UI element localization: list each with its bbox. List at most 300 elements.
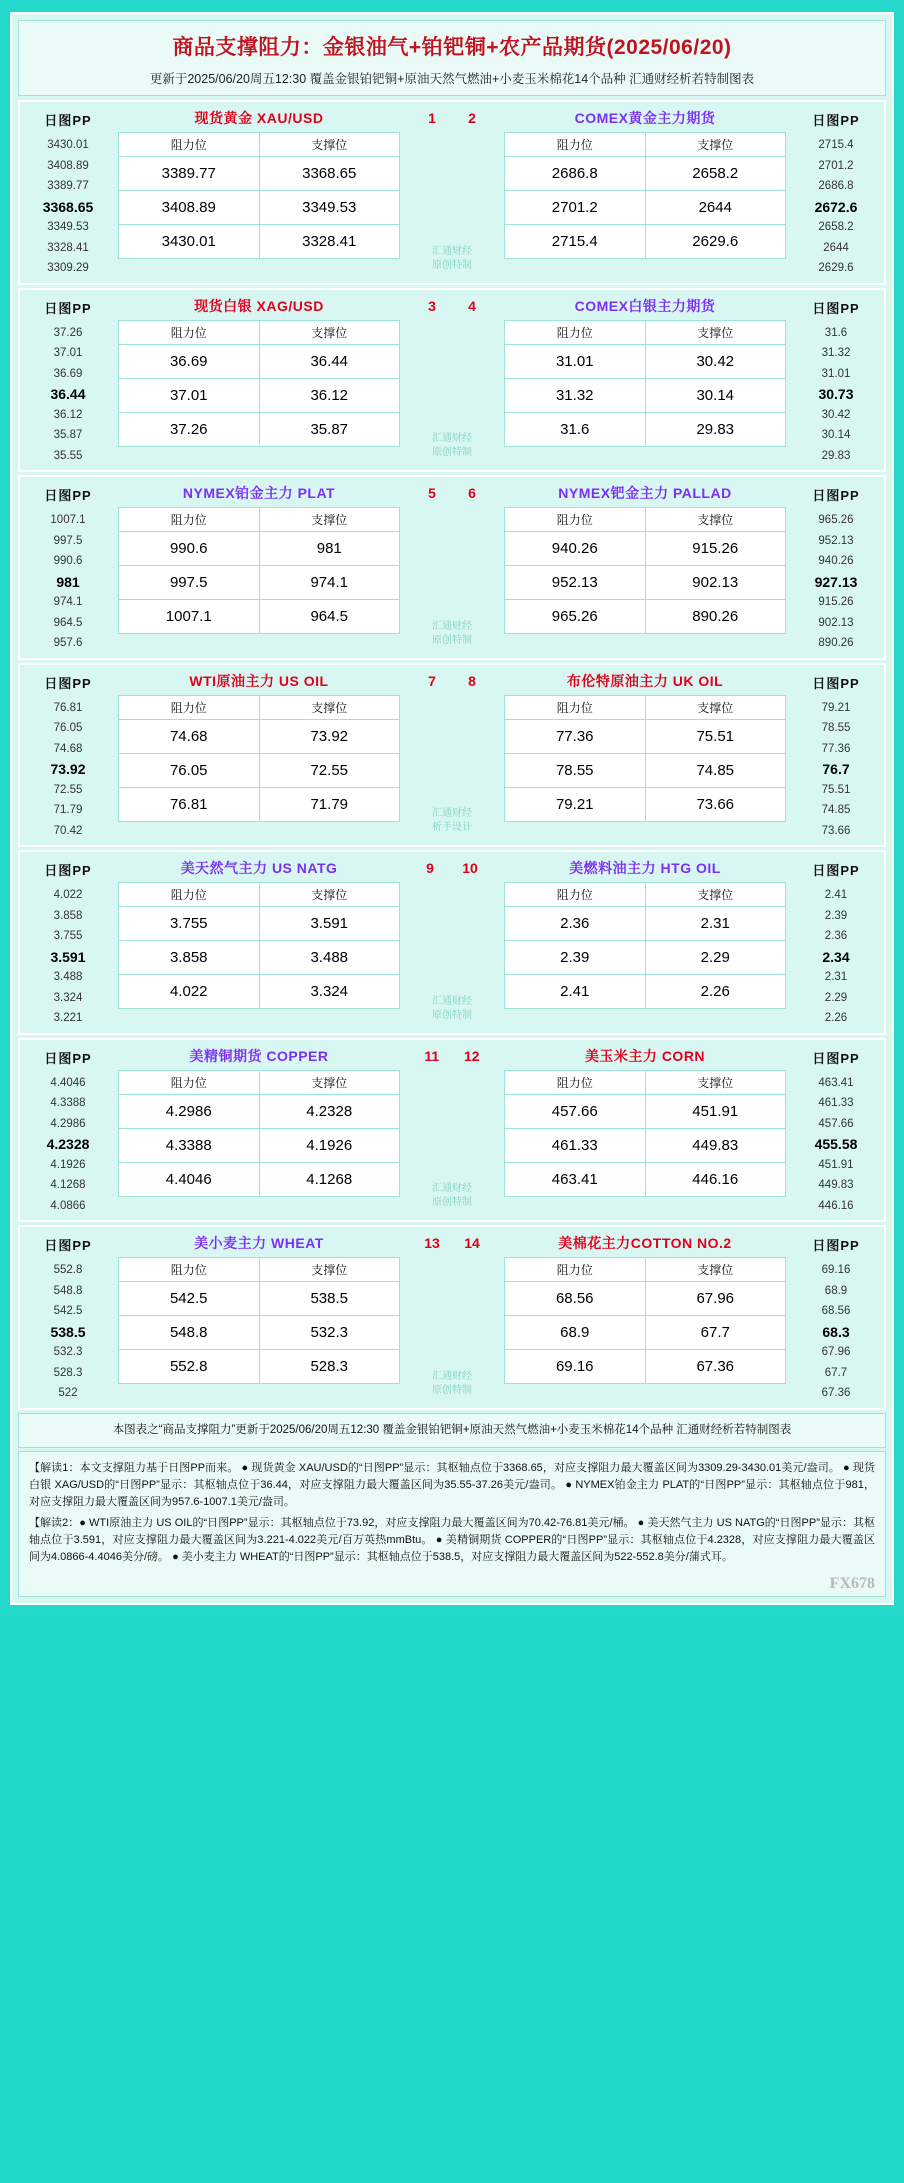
resistance-value: 3.858	[119, 941, 260, 975]
page-subtitle: 更新于2025/06/20周五12:30 覆盖金银铂钯铜+原油天然气燃油+小麦玉米棉花14个品种 汇通财经析若特制图表	[149, 72, 755, 86]
levels-table	[118, 882, 400, 1009]
support-value: 3349.53	[259, 191, 400, 225]
resistance-value: 463.41	[505, 1162, 646, 1196]
index-number: 14	[464, 1235, 480, 1251]
instrument-title: 美小麦主力 WHEAT	[194, 1235, 324, 1251]
level-value: 965.26	[818, 514, 854, 526]
level-value: 73.66	[821, 824, 851, 837]
pivot-value: 36.44	[50, 386, 86, 402]
resistance-value: 31.32	[505, 378, 646, 412]
col-resistance-header: 阻力位	[505, 320, 646, 344]
level-value: 2.31	[824, 971, 848, 983]
watermark-text	[402, 245, 502, 273]
support-value: 74.85	[645, 753, 786, 787]
resistance-value: 76.05	[119, 753, 260, 787]
level-value: 2.41	[824, 889, 848, 901]
instrument-block	[18, 1225, 886, 1410]
support-value: 3.324	[259, 975, 400, 1009]
left-pivot-column	[20, 290, 116, 471]
support-value: 35.87	[259, 412, 400, 446]
level-value: 74.68	[53, 742, 83, 755]
table-row	[505, 1350, 786, 1384]
table-row	[505, 157, 786, 191]
support-value: 29.83	[645, 412, 786, 446]
support-value: 528.3	[259, 1350, 400, 1384]
pivot-value: 30.73	[818, 386, 854, 402]
support-value: 30.14	[645, 378, 786, 412]
level-value: 964.5	[53, 616, 83, 629]
levels-table	[118, 320, 400, 447]
index-numbers	[402, 483, 502, 503]
support-value: 451.91	[645, 1094, 786, 1128]
pivot-header: 日图PP	[44, 1050, 92, 1066]
support-value: 2.31	[645, 907, 786, 941]
support-value: 2629.6	[645, 225, 786, 259]
level-value: 75.51	[821, 783, 851, 796]
table-row	[119, 191, 400, 225]
table-row	[119, 566, 400, 600]
watermark-line-1: 汇通财经	[432, 1370, 472, 1382]
level-value: 3.324	[53, 991, 83, 1004]
resistance-value: 4.022	[119, 975, 260, 1009]
index-number: 10	[462, 860, 478, 876]
pivot-header: 日图PP	[812, 675, 860, 691]
col-resistance-header: 阻力位	[505, 883, 646, 907]
table-row	[119, 787, 400, 821]
pivot-value: 2.34	[822, 948, 850, 965]
level-value: 528.3	[53, 1366, 83, 1379]
resistance-value: 552.8	[119, 1350, 260, 1384]
pivot-header: 日图PP	[812, 1050, 860, 1066]
resistance-value: 3408.89	[119, 191, 260, 225]
level-value: 2629.6	[818, 262, 854, 274]
pivot-header: 日图PP	[44, 113, 92, 128]
right-pivot-column	[788, 102, 884, 283]
support-value: 75.51	[645, 719, 786, 753]
footer-note: 本图表之“商品支撑阻力”更新于2025/06/20周五12:30 覆盖金银铂钯铜+原油天然气燃油+小麦玉米棉花14个品种 汇通财经析若特制图表	[18, 1413, 886, 1448]
table-row	[119, 1316, 400, 1350]
resistance-value: 940.26	[505, 532, 646, 566]
watermark-line-1: 汇通财经	[432, 995, 472, 1007]
level-value: 4.1268	[50, 1179, 86, 1191]
instrument-title: NYMEX铂金主力 PLAT	[182, 485, 336, 501]
watermark-text	[402, 807, 502, 835]
resistance-value: 457.66	[505, 1094, 646, 1128]
right-pivot-column	[788, 1040, 884, 1221]
support-value: 3.591	[259, 907, 400, 941]
right-instrument-panel	[502, 477, 788, 658]
level-value: 4.022	[53, 889, 83, 901]
instrument-block	[18, 663, 886, 848]
table-header-row	[119, 1070, 400, 1094]
level-value: 2686.8	[818, 180, 854, 192]
table-header-row	[119, 133, 400, 157]
block-index-column	[402, 477, 502, 658]
table-row	[119, 975, 400, 1009]
resistance-value: 37.01	[119, 378, 260, 412]
col-resistance-header: 阻力位	[119, 133, 260, 157]
watermark-line-1: 汇通财经	[432, 620, 472, 632]
level-value: 522	[58, 1387, 78, 1399]
watermark-line-2: 原创特制	[432, 1197, 472, 1208]
level-value: 30.42	[821, 408, 851, 421]
level-value: 67.36	[821, 1387, 851, 1399]
pivot-header: 日图PP	[44, 1238, 92, 1253]
index-numbers	[402, 296, 502, 316]
level-value: 76.81	[53, 701, 83, 714]
resistance-value: 3.755	[119, 907, 260, 941]
level-value: 3.488	[53, 971, 83, 983]
level-value: 72.55	[53, 783, 83, 796]
level-value: 461.33	[818, 1097, 854, 1109]
table-row	[119, 412, 400, 446]
instrument-title: 美玉米主力 CORN	[584, 1047, 706, 1064]
index-number: 7	[428, 672, 436, 689]
level-value: 2658.2	[818, 221, 854, 233]
support-value: 2658.2	[645, 157, 786, 191]
support-value: 73.66	[645, 787, 786, 821]
index-number: 2	[468, 110, 476, 126]
index-numbers	[402, 108, 502, 128]
table-row	[119, 1094, 400, 1128]
col-support-header: 支撑位	[645, 1258, 786, 1282]
level-value: 552.8	[53, 1264, 83, 1276]
level-value: 3430.01	[47, 139, 89, 151]
title-box	[18, 20, 886, 96]
right-instrument-panel	[502, 1227, 788, 1408]
right-pivot-column	[788, 477, 884, 658]
pivot-header: 日图PP	[812, 300, 860, 316]
table-row	[119, 157, 400, 191]
pivot-header: 日图PP	[44, 488, 92, 503]
watermark-line-2: 原创特制	[432, 634, 472, 646]
watermark-text	[402, 620, 502, 648]
level-value: 3408.89	[47, 159, 89, 172]
watermark-line-1: 汇通财经	[432, 1183, 472, 1194]
level-value: 532.3	[53, 1346, 83, 1358]
left-instrument-panel	[116, 290, 402, 471]
col-support-header: 支撑位	[645, 695, 786, 719]
support-value: 538.5	[259, 1282, 400, 1316]
support-value: 964.5	[259, 600, 400, 634]
resistance-value: 952.13	[505, 566, 646, 600]
level-value: 548.8	[53, 1284, 83, 1297]
col-support-header: 支撑位	[259, 695, 400, 719]
level-value: 67.7	[824, 1366, 848, 1379]
level-value: 890.26	[818, 637, 854, 649]
level-value: 69.16	[821, 1264, 851, 1276]
table-header-row	[119, 320, 400, 344]
table-row	[505, 753, 786, 787]
levels-table	[504, 132, 786, 259]
level-value: 449.83	[818, 1179, 854, 1191]
watermark-line-2: 原创特制	[432, 259, 472, 271]
instrument-title: NYMEX钯金主力 PALLAD	[558, 485, 732, 501]
col-support-header: 支撑位	[259, 883, 400, 907]
levels-table	[118, 132, 400, 259]
index-number: 9	[426, 860, 434, 876]
table-row	[119, 532, 400, 566]
level-value: 990.6	[53, 555, 83, 567]
level-value: 35.55	[53, 449, 83, 462]
index-number: 13	[424, 1235, 440, 1251]
level-value: 77.36	[821, 742, 851, 755]
support-value: 890.26	[645, 600, 786, 634]
instrument-title: COMEX白银主力期货	[574, 297, 716, 314]
level-value: 4.3388	[50, 1097, 86, 1109]
resistance-value: 79.21	[505, 787, 646, 821]
right-instrument-panel	[502, 852, 788, 1033]
resistance-value: 4.4046	[119, 1162, 260, 1196]
level-value: 4.2986	[50, 1117, 86, 1130]
level-value: 2644	[823, 241, 849, 254]
table-row	[505, 907, 786, 941]
level-value: 4.4046	[50, 1076, 86, 1089]
instrument-blocks	[18, 100, 886, 1410]
pivot-value: 73.92	[50, 761, 86, 777]
resistance-value: 542.5	[119, 1282, 260, 1316]
col-support-header: 支撑位	[645, 320, 786, 344]
levels-table	[504, 882, 786, 1009]
level-value: 3328.41	[47, 241, 89, 254]
index-number: 8	[468, 672, 476, 689]
levels-table	[118, 695, 400, 822]
watermark-line-1: 汇通财经	[432, 808, 472, 819]
support-value: 2.26	[645, 975, 786, 1009]
watermark-text	[402, 1370, 502, 1398]
resistance-value: 2715.4	[505, 225, 646, 259]
left-instrument-panel	[116, 665, 402, 846]
resistance-value: 3430.01	[119, 225, 260, 259]
instrument-title: 美精铜期货 COPPER	[189, 1047, 329, 1064]
pivot-value: 76.7	[822, 761, 850, 777]
index-numbers	[402, 1046, 502, 1066]
right-pivot-column	[788, 1227, 884, 1408]
resistance-value: 31.6	[505, 412, 646, 446]
level-value: 76.05	[53, 722, 83, 734]
left-pivot-column	[20, 1040, 116, 1221]
table-row	[505, 1316, 786, 1350]
level-value: 952.13	[818, 534, 854, 547]
support-value: 3328.41	[259, 225, 400, 259]
support-value: 67.96	[645, 1282, 786, 1316]
watermark-line-2: 原创特制	[432, 447, 472, 458]
pivot-header: 日图PP	[812, 113, 860, 128]
table-row	[505, 1162, 786, 1196]
level-value: 71.79	[53, 804, 83, 816]
level-value: 68.9	[824, 1284, 848, 1297]
level-value: 2.29	[824, 991, 848, 1004]
instrument-block	[18, 850, 886, 1035]
instrument-block	[18, 100, 886, 285]
block-index-column	[402, 665, 502, 846]
support-value: 36.44	[259, 344, 400, 378]
support-value: 981	[259, 532, 400, 566]
level-value: 2.26	[824, 1012, 848, 1024]
watermark-line-1: 汇通财经	[432, 433, 472, 444]
table-row	[505, 532, 786, 566]
levels-table	[504, 507, 786, 634]
table-row	[505, 1094, 786, 1128]
table-row	[119, 941, 400, 975]
block-index-column	[402, 290, 502, 471]
instrument-block	[18, 475, 886, 660]
levels-table	[504, 320, 786, 447]
watermark-line-1: 汇通财经	[432, 245, 472, 257]
left-pivot-column	[20, 1227, 116, 1408]
page-title: 商品支撑阻力：金银油气+铂钯铜+农产品期货(2025/06/20)	[172, 36, 732, 59]
right-pivot-column	[788, 290, 884, 471]
right-instrument-panel	[502, 1040, 788, 1221]
support-value: 449.83	[645, 1128, 786, 1162]
table-header-row	[505, 508, 786, 532]
pivot-value: 3.591	[50, 948, 86, 965]
pivot-header: 日图PP	[44, 863, 92, 878]
note-paragraph-2: 【解读2：● WTI原油主力 US OIL的“日图PP”显示：其枢轴点位于73.92，对应支撑阻力最大覆盖区间为70.42-76.81美元/桶。 ● 美天然气主力 US NATG的“日图PP”显示：其枢轴点位于3.591，对应支撑阻力最大覆盖区间为3.221-4.022美元/百万英热mmBtu。 ● 美精铜期货 COPPER的“日图PP”显示：其枢轴点位于4.2328，对应支撑阻力最大覆盖区间为4.0866-4.4046美分/磅。 ● 美小麦主力 WHEAT的“日图PP”显示：其枢轴点位于538.5，对应支撑阻力最大覆盖区间为522-552.8美分/蒲式耳。	[29, 1516, 875, 1563]
pivot-value: 4.2328	[46, 1136, 90, 1152]
left-instrument-panel	[116, 1040, 402, 1221]
table-row	[505, 1128, 786, 1162]
level-value: 70.42	[53, 824, 83, 837]
level-value: 940.26	[818, 555, 854, 567]
table-row	[119, 1162, 400, 1196]
level-value: 31.01	[821, 367, 851, 380]
left-pivot-column	[20, 477, 116, 658]
pivot-header: 日图PP	[812, 1238, 860, 1253]
resistance-value: 68.9	[505, 1316, 646, 1350]
col-resistance-header: 阻力位	[505, 1258, 646, 1282]
col-support-header: 支撑位	[259, 508, 400, 532]
support-value: 4.1268	[259, 1162, 400, 1196]
level-value: 915.26	[818, 596, 854, 608]
pivot-value: 68.3	[822, 1323, 850, 1340]
resistance-value: 2.36	[505, 907, 646, 941]
right-instrument-panel	[502, 290, 788, 471]
level-value: 3309.29	[47, 262, 89, 274]
left-pivot-column	[20, 665, 116, 846]
table-row	[505, 225, 786, 259]
resistance-value: 2686.8	[505, 157, 646, 191]
col-support-header: 支撑位	[259, 320, 400, 344]
table-header-row	[119, 1258, 400, 1282]
levels-table	[504, 695, 786, 822]
right-instrument-panel	[502, 102, 788, 283]
table-row	[119, 907, 400, 941]
table-row	[119, 719, 400, 753]
support-value: 446.16	[645, 1162, 786, 1196]
level-value: 3.221	[53, 1012, 83, 1024]
level-value: 4.1926	[50, 1158, 86, 1171]
resistance-value: 2701.2	[505, 191, 646, 225]
level-value: 2.36	[824, 930, 848, 942]
level-value: 36.69	[53, 367, 83, 380]
table-row	[505, 941, 786, 975]
index-number: 11	[424, 1047, 440, 1064]
level-value: 4.0866	[50, 1199, 86, 1212]
table-header-row	[505, 133, 786, 157]
level-value: 451.91	[818, 1158, 854, 1171]
table-row	[119, 1128, 400, 1162]
watermark-line-2: 原创特制	[432, 1384, 472, 1396]
support-value: 72.55	[259, 753, 400, 787]
resistance-value: 78.55	[505, 753, 646, 787]
support-value: 3.488	[259, 941, 400, 975]
block-index-column	[402, 1040, 502, 1221]
table-row	[505, 566, 786, 600]
left-pivot-column	[20, 852, 116, 1033]
col-support-header: 支撑位	[259, 1070, 400, 1094]
level-value: 36.12	[53, 408, 83, 421]
notes-box	[18, 1451, 886, 1597]
resistance-value: 965.26	[505, 600, 646, 634]
level-value: 2.39	[824, 909, 848, 922]
level-value: 2715.4	[818, 139, 854, 151]
table-row	[119, 1350, 400, 1384]
support-value: 902.13	[645, 566, 786, 600]
table-row	[119, 1282, 400, 1316]
block-index-column	[402, 102, 502, 283]
table-header-row	[119, 508, 400, 532]
level-value: 957.6	[53, 637, 83, 649]
left-instrument-panel	[116, 1227, 402, 1408]
resistance-value: 77.36	[505, 719, 646, 753]
table-header-row	[505, 320, 786, 344]
table-row	[505, 1282, 786, 1316]
table-header-row	[119, 883, 400, 907]
watermark-line-2: 原创特制	[432, 1009, 472, 1021]
col-support-header: 支撑位	[645, 133, 786, 157]
col-support-header: 支撑位	[259, 133, 400, 157]
support-value: 4.2328	[259, 1094, 400, 1128]
level-value: 2701.2	[818, 159, 854, 172]
level-value: 79.21	[821, 701, 851, 714]
level-value: 997.5	[53, 534, 83, 547]
levels-table	[504, 1257, 786, 1384]
level-value: 3.755	[53, 930, 83, 942]
instrument-title: 现货白银 XAG/USD	[194, 297, 324, 314]
table-header-row	[505, 883, 786, 907]
resistance-value: 2.39	[505, 941, 646, 975]
resistance-value: 990.6	[119, 532, 260, 566]
index-number: 6	[468, 485, 476, 501]
table-header-row	[505, 1258, 786, 1282]
support-value: 532.3	[259, 1316, 400, 1350]
col-resistance-header: 阻力位	[119, 508, 260, 532]
resistance-value: 997.5	[119, 566, 260, 600]
col-support-header: 支撑位	[259, 1258, 400, 1282]
level-value: 74.85	[821, 804, 851, 816]
levels-table	[118, 1070, 400, 1197]
table-row	[505, 975, 786, 1009]
resistance-value: 69.16	[505, 1350, 646, 1384]
watermark-line-2: 析手设计	[432, 822, 472, 833]
support-value: 2.29	[645, 941, 786, 975]
instrument-title: 美天然气主力 US NATG	[180, 860, 338, 876]
right-instrument-panel	[502, 665, 788, 846]
instrument-block	[18, 288, 886, 473]
table-row	[505, 787, 786, 821]
instrument-title: 美棉花主力COTTON NO.2	[558, 1235, 732, 1251]
block-index-column	[402, 852, 502, 1033]
col-resistance-header: 阻力位	[119, 883, 260, 907]
table-row	[119, 600, 400, 634]
level-value: 31.6	[824, 326, 848, 339]
watermark-text	[402, 1182, 502, 1210]
resistance-value: 76.81	[119, 787, 260, 821]
level-value: 463.41	[818, 1076, 854, 1089]
table-row	[119, 225, 400, 259]
watermark-text	[402, 432, 502, 460]
